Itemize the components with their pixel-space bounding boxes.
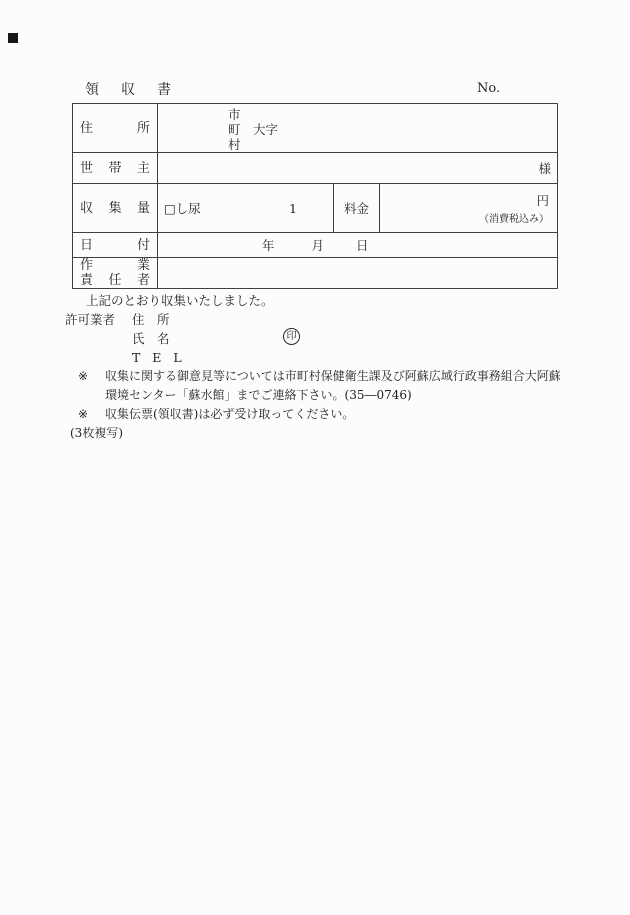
collection-quantity-value: 1 [289,200,297,216]
worker-label-cell [73,258,158,288]
address-input-cell [158,104,557,152]
table-row-collection-amount [73,184,557,233]
day-unit-label: 日 [356,238,369,253]
worker-label-line2: 責任者 [80,273,150,288]
householder-label-cell [73,153,158,183]
nightsoil-checkbox-item: □し尿 [164,201,201,216]
address-label: 住所 [80,120,150,136]
permit-name-label: 氏 名 [132,331,170,346]
permit-tel-label: T E L [132,350,186,365]
address-city-label: 市 [228,107,241,122]
permit-holder-label: 許可業者 [65,312,116,327]
worker-label-line1: 作業 [80,258,150,273]
tax-included-note: （消費税込み） [479,214,549,225]
address-village-label: 村 [228,137,241,152]
collection-label-cell [73,184,158,232]
householder-input-cell [158,153,557,183]
fee-amount-cell [380,184,557,232]
fee-label-cell [334,184,380,232]
table-row-householder [73,153,557,184]
yen-unit-label: 円 [536,193,549,208]
note2-marker: ※ [78,407,89,421]
receipt-number-label: No. [477,81,501,96]
table-row-date [73,233,557,258]
collection-confirmation-text: 上記のとおり収集いたしました。 [86,293,274,308]
note1-text-line2: 環境センター「蘇水館」までご連絡下さい。(35―0746) [105,388,412,402]
note2-text: 収集伝票(領収書)は必ず受け取ってください。 [105,407,355,421]
receipt-table [72,103,558,289]
scan-artifact-mark [8,33,18,43]
date-label-cell [73,233,158,257]
note1-text-line1: 収集に関する御意見等については市町村保健衛生課及び阿蘇広域行政事務組合大阿蘇 [105,369,561,383]
worker-input-cell [158,258,557,288]
note1-marker: ※ [78,369,89,383]
collection-item-cell [158,184,334,232]
honorific-sama-label: 様 [538,161,551,176]
fee-label: 料金 [343,201,369,216]
seal-stamp-icon: 印 [283,328,300,345]
table-row-work-supervisor [73,258,557,288]
year-unit-label: 年 [262,238,275,253]
address-label-cell [73,104,158,152]
month-unit-label: 月 [311,238,325,253]
triplicate-copy-note: (3枚複写) [70,426,123,440]
table-row-address [73,104,557,153]
page-title: 領収書 [85,82,193,98]
date-label: 日付 [80,237,150,253]
address-town-oaza-label: 町 大字 [228,122,279,137]
date-input-cell [158,233,557,257]
permit-address-label: 住 所 [132,312,170,327]
householder-label: 世帯主 [80,160,150,176]
collection-label: 収集量 [80,200,150,216]
